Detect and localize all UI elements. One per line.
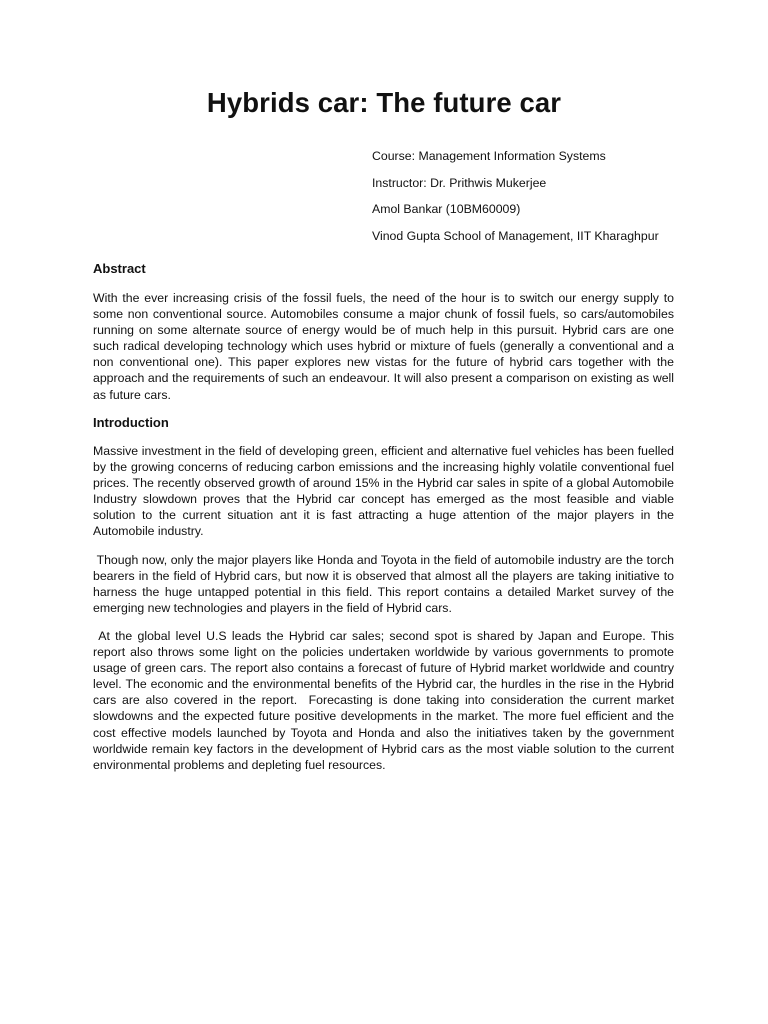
introduction-paragraph-1: Massive investment in the field of developing green, efficient and alternative fuel vehicles has been fuelled by the growing concerns of reducing carbon emissions and the increasing highly volatile conventional fuel prices. The recently observed growth of around 15% in the Hybrid car sales in spite of a global Automobile Industry slowdown proves that the Hybrid car concept has emerged as the most feasible and viable solution to the current situation ant it is fast attracting a huge attention of the major players in the Automobile industry. [93, 444, 674, 539]
instructor-line: Instructor: Dr. Prithwis Mukerjee [372, 175, 547, 190]
course-line: Course: Management Information Systems [372, 149, 606, 163]
introduction-paragraph-3: At the global level U.S leads the Hybrid car sales; second spot is shared by Japan and Europe. This report also throws some light on the policies undertaken worldwide by various governments to promote usage of green cars. The report also contains a forecast of future of Hybrid market worldwide and country level. The economic and the environmental benefits of the Hybrid car, the hurdles in the rise in the Hybrid cars are also covered in the report. Forecasting is done taking into consideration the current market slowdowns and the expected future positive developments in the market. The more fuel efficient and the cost effective models launched by Toyota and Honda and also the initiatives taken by the government worldwide remain key factors in the development of Hybrid cars as the most viable solution to the current environmental problems and depleting fuel resources. [93, 629, 678, 772]
author-info-block [372, 148, 712, 254]
introduction-paragraph-2: Though now, only the major players like Honda and Toyota in the field of automobile industry are the torch bearers in the field of Hybrid cars, but now it is observed that almost all the players are taking initiative to harness the huge untapped potential in this field. This report contains a detailed Market survey of the emerging new technologies and players in the field of Hybrid cars. [93, 553, 678, 616]
author-line: Amol Bankar (10BM60009) [372, 202, 521, 216]
school-line: Vinod Gupta School of Management, IIT Kharaghpur [372, 228, 659, 243]
page-title: Hybrids car: The future car [206, 87, 562, 118]
abstract-heading: Abstract [93, 261, 146, 276]
abstract-paragraph: With the ever increasing crisis of the fossil fuels, the need of the hour is to switch our energy supply to some non conventional source. Automobiles consume a major chunk of fossil fuels, so cars/automobiles running on some alternate source of energy would be of much help in this pursuit. Hybrid cars are one such radical developing technology which uses hybrid or mixture of fuels (generally a conventional and a non conventional one). This paper explores new vistas for the future of hybrid cars together with the approach and the requirements of such an endeavour. It will also present a comparison on existing as well as future cars. [93, 291, 674, 402]
introduction-heading: Introduction [93, 415, 169, 430]
